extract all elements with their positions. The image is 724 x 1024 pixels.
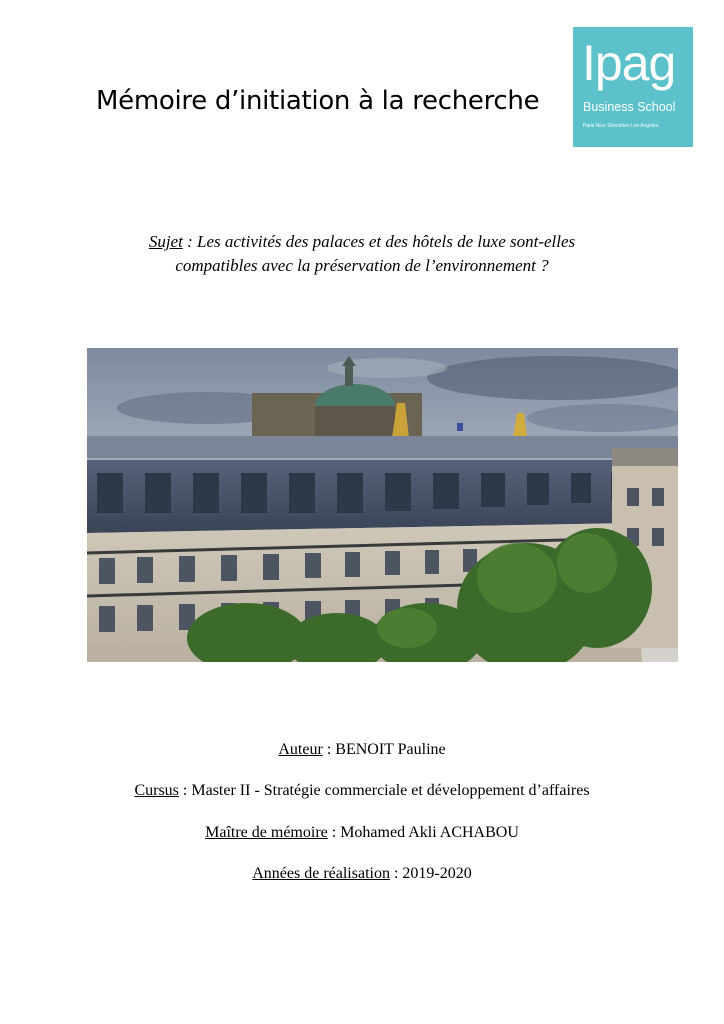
subject-line-1: Les activités des palaces et des hôtels de luxe sont-elles — [197, 232, 576, 251]
logo-subtitle: Business School — [583, 100, 676, 114]
years-value: 2019-2020 — [402, 865, 472, 882]
program-line — [60, 781, 664, 801]
subject-separator: : — [182, 232, 197, 251]
author-label: Auteur — [278, 741, 323, 758]
program-separator: : — [178, 782, 192, 799]
supervisor-line — [60, 823, 664, 843]
years-separator: : — [389, 865, 403, 882]
years-label: Années de réalisation — [252, 865, 390, 882]
author-separator: : — [322, 741, 336, 758]
author-line — [60, 740, 664, 760]
hotel-photo — [87, 348, 678, 662]
subject-line-2: compatibles avec la préservation de l’environnement ? — [175, 256, 549, 275]
ipag-logo — [573, 27, 693, 147]
program-value: Master II - Stratégie commerciale et développement d’affaires — [191, 782, 590, 799]
logo-wordmark: Ipag — [582, 35, 676, 91]
subject-block — [80, 230, 644, 278]
supervisor-separator: : — [327, 824, 341, 841]
years-line — [60, 864, 664, 884]
author-value: BENOIT Pauline — [335, 741, 446, 758]
supervisor-label: Maître de mémoire — [205, 824, 328, 841]
program-label: Cursus — [134, 782, 179, 799]
logo-cities: Paris Nice Shenzhen Los Angeles — [583, 123, 659, 129]
supervisor-value: Mohamed Akli ACHABOU — [340, 824, 519, 841]
document-title: Mémoire d’initiation à la recherche — [96, 86, 540, 116]
subject-label: Sujet — [148, 232, 183, 251]
